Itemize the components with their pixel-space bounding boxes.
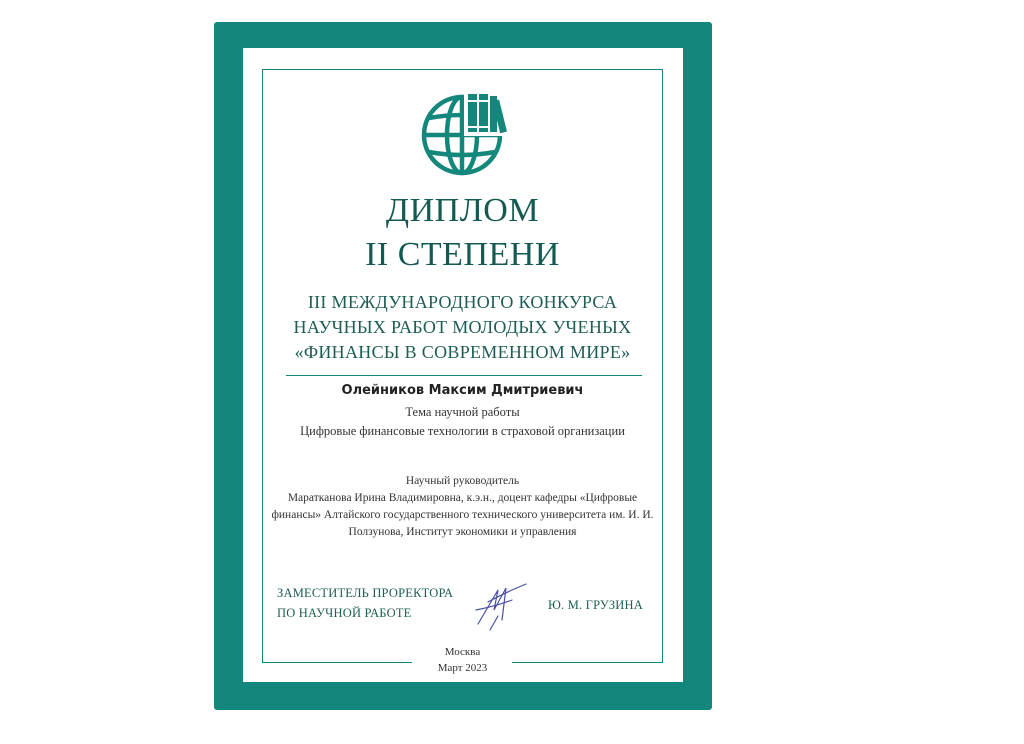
- signatory-title-line: ПО НАУЧНОЙ РАБОТЕ: [277, 606, 412, 620]
- globe-with-books-icon: [418, 88, 514, 178]
- supervisor-label: Научный руководитель: [405, 475, 520, 487]
- contest-line: III МЕЖДУНАРОДНОГО КОНКУРСА: [307, 292, 618, 312]
- diploma-degree: II СТЕПЕНИ: [365, 236, 560, 273]
- handwritten-signature: [468, 580, 530, 632]
- supervisor-line: Маратканова Ирина Владимировна, к.э.н., доцент кафедры «Цифровые: [287, 492, 638, 504]
- recipient-name: Олейников Максим Дмитриевич: [341, 383, 584, 398]
- supervisor-line: финансы» Алтайского государственного технического университета им. И. И.: [271, 509, 654, 521]
- contest-line: НАУЧНЫХ РАБОТ МОЛОДЫХ УЧЕНЫХ: [293, 317, 632, 337]
- signatory-title-line: ЗАМЕСТИТЕЛЬ ПРОРЕКТОРА: [277, 586, 454, 600]
- divider-line: [286, 375, 642, 376]
- diploma-title: ДИПЛОМ: [385, 192, 540, 229]
- topic-label: Тема научной работы: [405, 405, 520, 419]
- contest-line: «ФИНАНСЫ В СОВРЕМЕННОМ МИРЕ»: [294, 342, 631, 362]
- issue-date: Март 2023: [437, 662, 488, 674]
- supervisor-line: Ползунова, Институт экономики и управления: [348, 526, 577, 538]
- topic-text: Цифровые финансовые технологии в страховой организации: [300, 424, 625, 438]
- city: Москва: [444, 646, 481, 658]
- signatory-name: Ю. М. ГРУЗИНА: [548, 598, 643, 612]
